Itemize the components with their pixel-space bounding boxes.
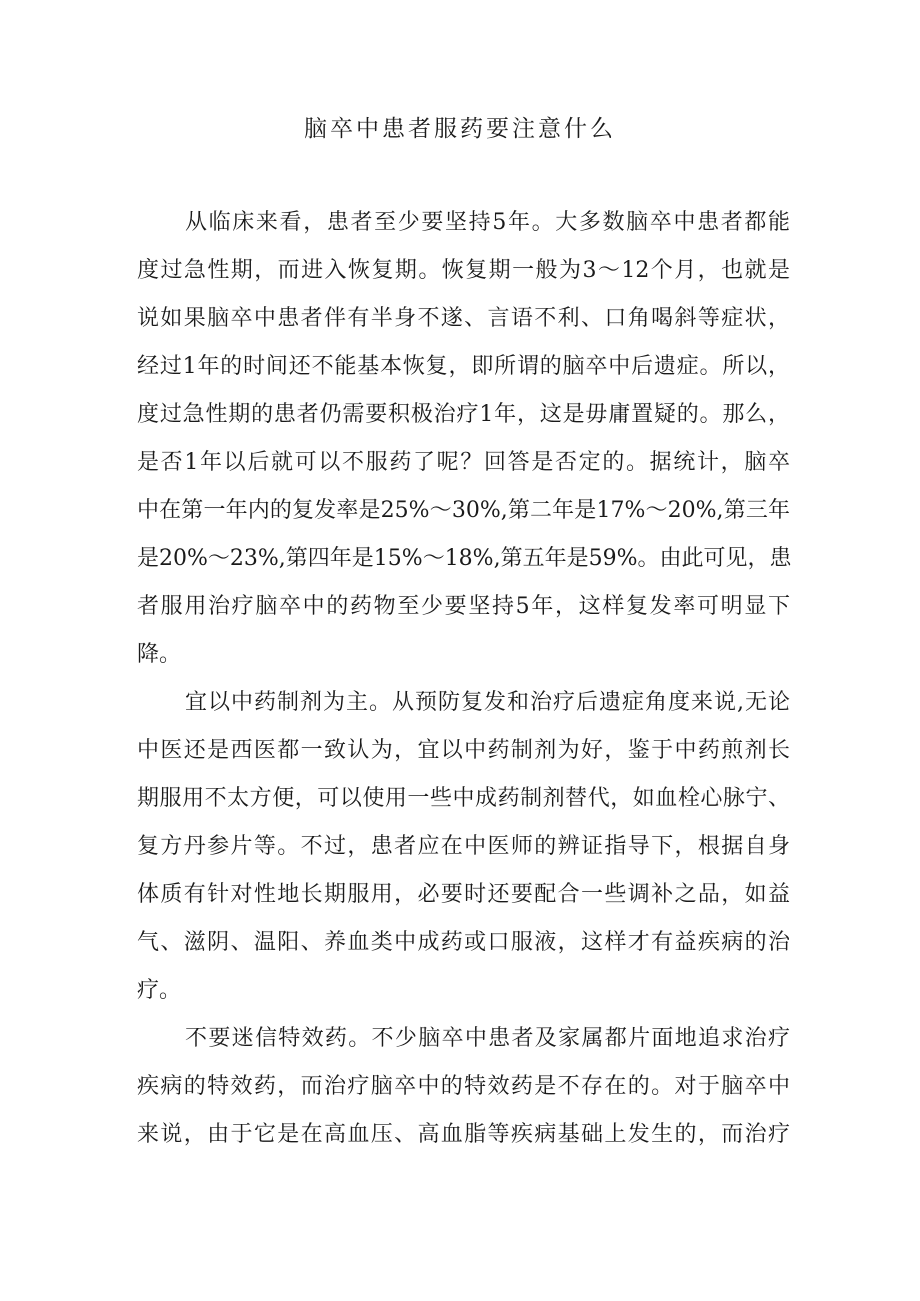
text-line: 从临床来看，患者至少要坚持5年。大多数脑卒中患者都能 [185,210,790,235]
text-line: 经过1年的时间还不能基本恢复，即所谓的脑卒中后遗症。所以， [137,354,790,379]
text-line: 是否1年以后就可以不服药了呢？回答是否定的。据统计，脑卒 [137,450,790,475]
text-line: 气、滋阴、温阳、养血类中成药或口服液，这样才有益疾病的治 [137,930,790,955]
text-line: 中在第一年内的复发率是25%～30%,第二年是17%～20%,第三年 [137,498,790,523]
text-line: 疗。 [137,978,182,1003]
text-line: 度过急性期的患者仍需要积极治疗1年，这是毋庸置疑的。那么， [137,402,790,427]
text-line: 是20%～23%,第四年是15%～18%,第五年是59%。由此可见，患 [137,546,792,571]
text-line: 中医还是西医都一致认为，宜以中药制剂为好，鉴于中药煎剂长 [137,738,790,763]
text-line: 期服用不太方便，可以使用一些中成药制剂替代，如血栓心脉宁、 [137,786,790,811]
text-line: 宜以中药制剂为主。从预防复发和治疗后遗症角度来说,无论 [185,690,790,715]
text-line: 来说，由于它是在高血压、高血脂等疾病基础上发生的，而治疗 [137,1122,790,1147]
text-line: 体质有针对性地长期服用，必要时还要配合一些调补之品，如益 [137,882,790,907]
text-line: 疾病的特效药，而治疗脑卒中的特效药是不存在的。对于脑卒中 [137,1074,790,1099]
text-line: 不要迷信特效药。不少脑卒中患者及家属都片面地追求治疗 [185,1026,790,1051]
text-line: 复方丹参片等。不过，患者应在中医师的辨证指导下，根据自身 [137,834,790,859]
document-title: 脑卒中患者服药要注意什么 [304,116,616,142]
text-line: 度过急性期，而进入恢复期。恢复期一般为3～12个月，也就是 [137,258,790,283]
text-line: 降。 [137,642,182,667]
text-line: 者服用治疗脑卒中的药物至少要坚持5年，这样复发率可明显下 [137,594,790,619]
text-line: 说如果脑卒中患者伴有半身不遂、言语不利、口角喝斜等症状， [137,306,790,331]
